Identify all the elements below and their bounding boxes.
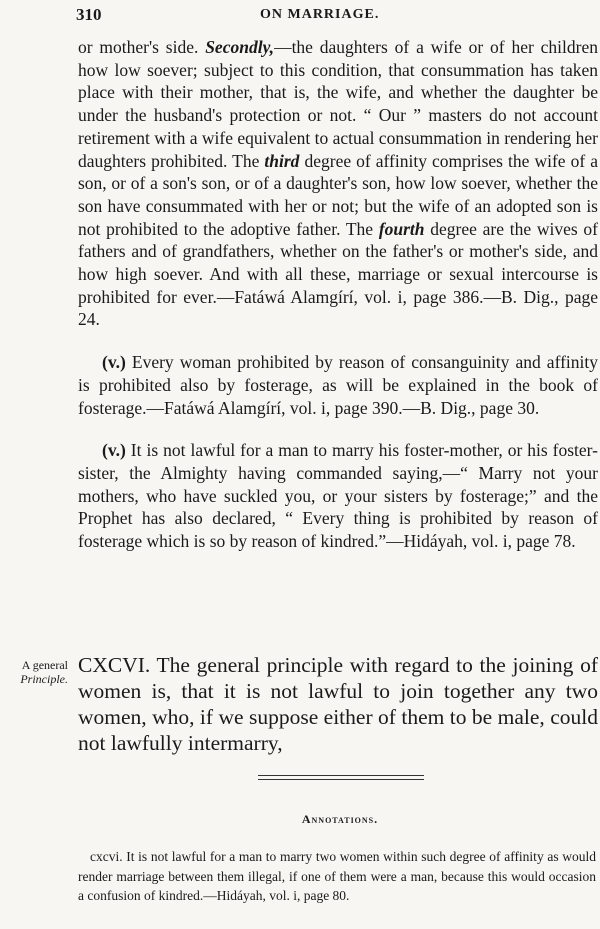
p1-text-c: degree of affinity comprises the wife of a son, or of a son's son, or of a daughter's son, how low soever, whether the son have consummated with her or not; but the wife of an adopted son is not prohibited to the adoptive father. The — [78, 150, 598, 239]
paragraph-fosterage-consanguinity — [78, 351, 598, 419]
paragraph-affinity — [78, 36, 598, 331]
divider-rule-top — [258, 775, 424, 776]
p1-fourth: fourth — [378, 218, 425, 239]
p1-text-b: —the daughters of a wife or of her children how low soever; subject to this condition, that consummation has taken place with their mother, that is, the wife, and whether the daughter be under the husband's protection or not. “ Our ” masters do not account retirement with a wife equivalent to actual consummation in rendering her daughters prohibited. The — [78, 37, 598, 171]
page-header — [76, 5, 598, 29]
p3-label: (v.) — [102, 440, 126, 461]
annotation-cxcvi: cxcvi. It is not lawful for a man to marry two women within such degree of affinity as would render marriage between them illegal, if one of them were a man, because this would occasion a confusion of kindred.—Hidáyah, vol. i, page 80. — [78, 849, 596, 903]
p1-third: third — [264, 150, 300, 171]
annotations-text-block — [78, 847, 596, 906]
p2-text: Every woman prohibited by reason of consanguinity and affinity is prohibited also by fosterage, as will be explained in the book of fosterage.—Fatáwá Alamgírí, vol. i, page 390.—B. Dig., page 30. — [78, 352, 598, 418]
page-number: 310 — [76, 5, 102, 24]
margin-note-line1: A general — [21, 658, 68, 672]
margin-note-line2: Principle. — [20, 672, 68, 686]
p1-text-a: or mother's side. — [78, 37, 206, 57]
section-cxcvi — [78, 652, 598, 756]
p1-text-d: degree are the wives of fathers and of grandfathers, whether on the father's or mother's side, and how high soever. And with all these, marriage or sexual intercourse is prohibited for ever.—Fatáwá Alamgírí, vol. i, page 386.—B. Dig., page 24. — [78, 218, 598, 330]
p3-text: It is not lawful for a man to marry his foster-mother, or his foster-sister, the Almighty having commanded saying,—“ Marry not your mothers, who have suckled you, or your sisters by fosterage;” and the Prophet has also declared, “ Every thing is prohibited by reason of fosterage which is so by reason of kindred.”—Hidáyah, vol. i, page 78. — [78, 440, 598, 552]
p2-label: (v.) — [102, 352, 126, 373]
running-head: ON MARRIAGE. — [260, 7, 380, 22]
body-text — [78, 36, 598, 553]
divider-rule-bottom — [258, 779, 424, 780]
section-text: CXCVI. The general principle with regard to the joining of women is, that it is not lawful to join together any two women, who, if we suppose either of them to be male, could not lawfully intermarry, — [78, 653, 598, 755]
paragraph-foster-mother — [78, 439, 598, 553]
margin-note — [6, 658, 68, 686]
annotations-heading: Annotations. — [301, 812, 379, 826]
p1-secondly: Secondly, — [205, 37, 275, 57]
